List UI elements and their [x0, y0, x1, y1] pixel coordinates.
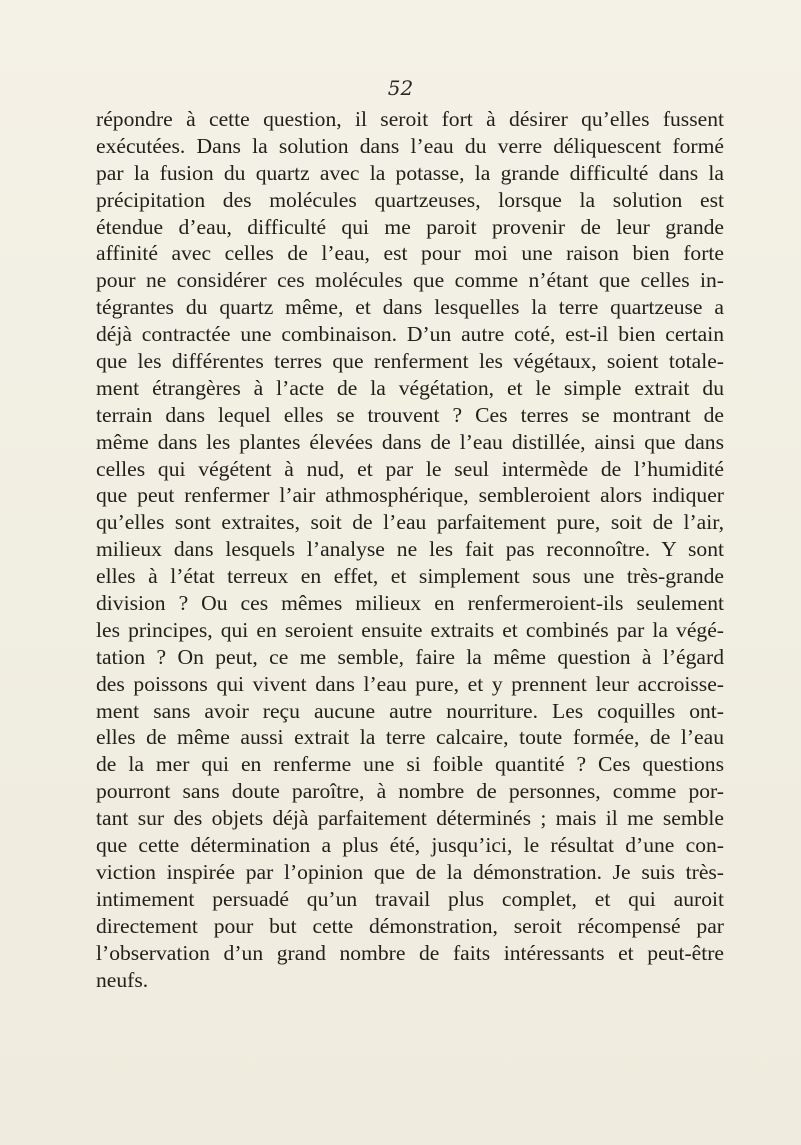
text-line: division ? Ou ces mêmes milieux en renfermeroient-ils seulement [96, 591, 724, 616]
text-line: celles qui végétent à nud, et par le seul intermède de l’humidité [96, 456, 724, 481]
text-line: par la fusion du quartz avec la potasse, la grande difficulté dans la [96, 160, 724, 185]
text-line: pourront sans doute paroître, à nombre de personnes, comme por- [96, 779, 724, 804]
text-line: exécutées. Dans la solution dans l’eau du verre déliquescent formé [96, 133, 724, 158]
text-line: l’observation d’un grand nombre de faits intéressants et peut-être [96, 940, 724, 965]
text-line: que cette détermination a plus été, jusqu’ici, le résultat d’une con- [96, 833, 724, 858]
body-text [96, 106, 724, 993]
text-line: de la mer qui en renferme une si foible quantité ? Ces questions [96, 752, 724, 777]
text-line: répondre à cette question, il seroit fort à désirer qu’elles fussent [96, 107, 724, 131]
text-line: des poissons qui vivent dans l’eau pure, et y prennent leur accroisse- [96, 671, 724, 696]
text-line: tation ? On peut, ce me semble, faire la même question à l’égard [96, 644, 724, 669]
text-line: tégrantes du quartz même, et dans lesquelles la terre quartzeuse a [96, 295, 724, 320]
text-line: que peut renfermer l’air athmosphérique, sembleroient alors indiquer [96, 483, 724, 508]
text-line: directement pour but cette démonstration, seroit récompensé par [96, 913, 724, 938]
text-line: que les différentes terres que renferment les végétaux, soient totale- [96, 349, 724, 374]
text-line: pour ne considérer ces molécules que comme n’étant que celles in- [96, 268, 724, 293]
text-line: déjà contractée une combinaison. D’un autre coté, est-il bien certain [96, 322, 724, 347]
text-line: même dans les plantes élevées dans de l’eau distillée, ainsi que dans [96, 429, 724, 454]
text-line: neufs. [96, 967, 149, 992]
text-line: intimement persuadé qu’un travail plus complet, et qui auroit [96, 886, 724, 911]
text-line: ment étrangères à l’acte de la végétation, et le simple extrait du [96, 375, 724, 400]
text-line: précipitation des molécules quartzeuses, lorsque la solution est [96, 187, 724, 212]
text-line: tant sur des objets déjà parfaitement déterminés ; mais il me semble [96, 806, 724, 831]
text-line: milieux dans lesquels l’analyse ne les fait pas reconnoître. Y sont [96, 537, 724, 562]
text-line: viction inspirée par l’opinion que de la démonstration. Je suis très- [96, 859, 724, 884]
text-line: affinité avec celles de l’eau, est pour moi une raison bien forte [96, 241, 724, 266]
page-number: 52 [387, 76, 414, 100]
text-line: étendue d’eau, difficulté qui me paroit provenir de leur grande [96, 214, 724, 239]
text-line: terrain dans lequel elles se trouvent ? Ces terres se montrant de [96, 402, 724, 427]
text-line: elles à l’état terreux en effet, et simplement sous une très-grande [96, 564, 724, 589]
text-line: les principes, qui en seroient ensuite extraits et combinés par la végé- [96, 617, 724, 642]
text-line: ment sans avoir reçu aucune autre nourriture. Les coquilles ont- [96, 698, 724, 723]
text-line: qu’elles sont extraites, soit de l’eau parfaitement pure, soit de l’air, [96, 510, 724, 535]
text-line: elles de même aussi extrait la terre calcaire, toute formée, de l’eau [96, 725, 724, 750]
